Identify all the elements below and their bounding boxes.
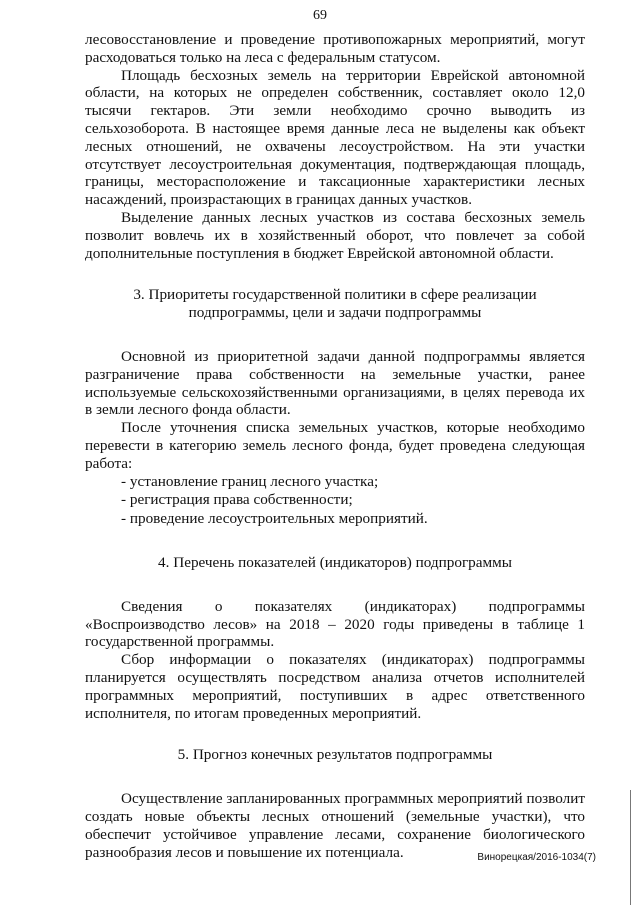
footer-document-code: Винорецкая/2016-1034(7) xyxy=(477,852,596,863)
section5-paragraph-1: Осуществление запланированных программных мероприятий позволит создать новые объекты лесных отношений (земельные участки), что обеспечит устойчивое управление лесами, сохранение биологического разнообразия лесов и повышение их потенциала. xyxy=(85,790,585,861)
paragraph-budget-revenue: Выделение данных лесных участков из состава бесхозных земель позволит вовлечь их в хозяйственный оборот, что повлечет за собой дополнительные поступления в бюджет Еврейской автономной области. xyxy=(85,208,585,262)
section3-heading-line1: 3. Приоритеты государственной политики в сфере реализации xyxy=(133,286,537,304)
section4-paragraph-2: Сбор информации о показателях (индикаторах) подпрограммы планируется осуществлять посредством анализа отчетов исполнителей программных мероприятий, поступивших в адрес ответственного исполнителя, по итогам проведенных мероприятий. xyxy=(85,651,585,722)
section3-heading-line2: подпрограммы, цели и задачи подпрограммы xyxy=(188,304,482,322)
list-item: - установление границ лесного участка; xyxy=(121,472,379,490)
list-item: - регистрация права собственности; xyxy=(121,491,353,509)
paragraph-ownerless-lands: Площадь бесхозных земель на территории Еврейской автономной области, на которых не определен собственник, составляет около 12,0 тысячи гектаров. Эти земли необходимо срочно выводить из сельхозоборота. В настоящее время данные леса не выделены как объект лесных отношений, не охвачены лесоустройством. На эти участки отсутствует лесоустроительная документация, подтверждающая площадь, границы, месторасположение и таксационные характеристики лесных насаждений, произрастающих в границах данных участков. xyxy=(85,66,585,209)
document-body xyxy=(85,31,585,861)
list-item: - проведение лесоустроительных мероприятий. xyxy=(121,509,428,527)
section5-heading: 5. Прогноз конечных результатов подпрограммы xyxy=(177,746,493,764)
section4-heading: 4. Перечень показателей (индикаторов) подпрограммы xyxy=(158,554,512,572)
section4-paragraph-1: Сведения о показателях (индикаторах) подпрограммы «Воспроизводство лесов» на 2018 – 2020 годы приведены в таблице 1 государственной программы. xyxy=(85,597,585,651)
paragraph-continuation: лесовосстановление и проведение противопожарных мероприятий, могут расходоваться только на леса с федеральным статусом. xyxy=(85,31,585,66)
section3-paragraph-2: После уточнения списка земельных участков, которые необходимо перевести в категорию земель лесного фонда, будет проведена следующая работа: xyxy=(85,419,585,472)
scan-edge-line xyxy=(630,790,631,905)
section3-paragraph-1: Основной из приоритетной задачи данной подпрограммы является разграничение права собственности на земельные участки, ранее используемые сельскохозяйственными организациями, в целях перевода их в земли лесного фонда области. xyxy=(85,347,585,419)
page-number: 69 xyxy=(313,8,327,23)
